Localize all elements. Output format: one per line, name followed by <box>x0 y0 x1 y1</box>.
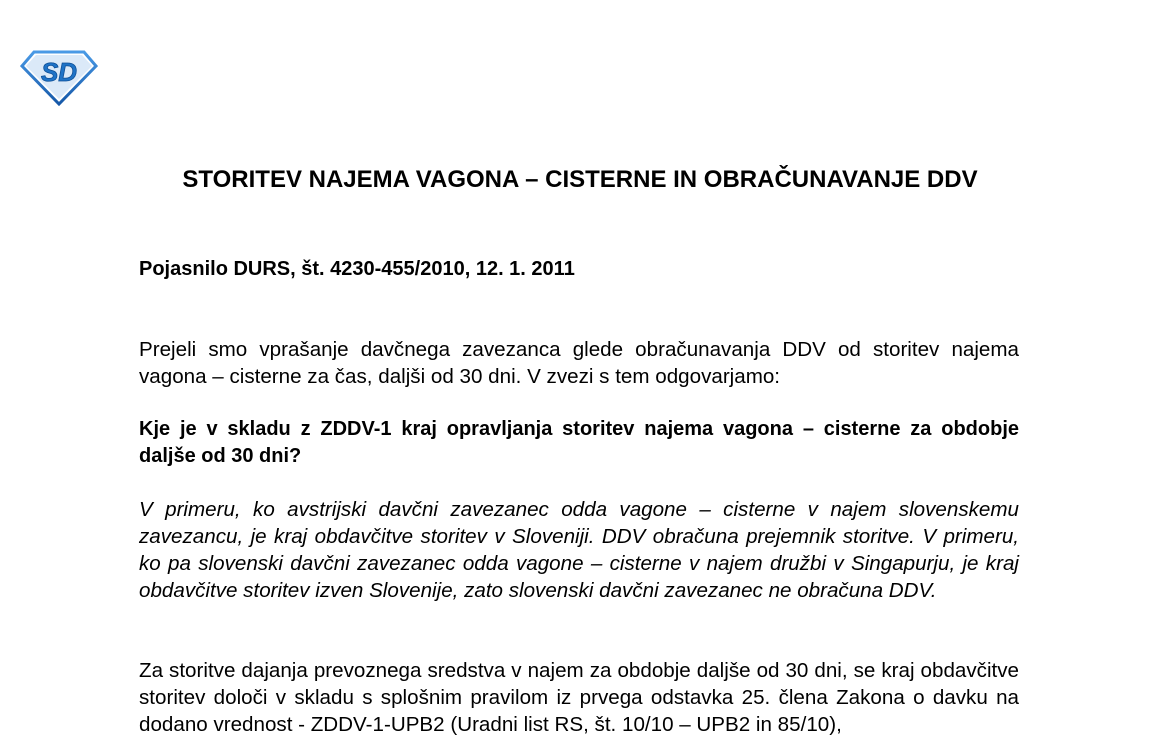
document-title: STORITEV NAJEMA VAGONA – CISTERNE IN OBRAČUNAVANJE DDV <box>182 166 978 193</box>
question-paragraph: Kje je v skladu z ZDDV-1 kraj opravljanja storitev najema vagona – cisterne za obdobje daljše od 30 dni? <box>139 418 1019 467</box>
answer-paragraph: V primeru, ko avstrijski davčni zavezanec odda vagone – cisterne v najem slovenskemu zavezancu, je kraj obdavčitve storitev v Sloveniji. DDV obračuna prejemnik storitve. V primeru, ko pa slovenski davčni zavezanec odda vagone – cisterne v najem družbi v Singapurju, je kraj obdavčitve storitev izven Slovenije, zato slovenski davčni zavezanec ne obračuna DDV. <box>139 498 1019 602</box>
intro-paragraph: Prejeli smo vprašanje davčnega zavezanca glede obračunavanja DDV od storitev najema vagona – cisterne za čas, daljši od 30 dni. V zvezi s tem odgovarjamo: <box>139 338 1019 388</box>
company-logo <box>20 46 98 106</box>
logo-lettering: SD <box>40 57 78 87</box>
document-reference: Pojasnilo DURS, št. 4230-455/2010, 12. 1. 2011 <box>139 258 575 280</box>
explanation-paragraph: Za storitve dajanja prevoznega sredstva v najem za obdobje daljše od 30 dni, se kraj obdavčitve storitev določi v skladu s splošnim pravilom iz prvega odstavka 25. člena Zakona o davku na dodano vrednost - ZDDV-1-UPB2 (Uradni list RS, št. 10/10 – UPB2 in 85/10), <box>139 659 1019 736</box>
